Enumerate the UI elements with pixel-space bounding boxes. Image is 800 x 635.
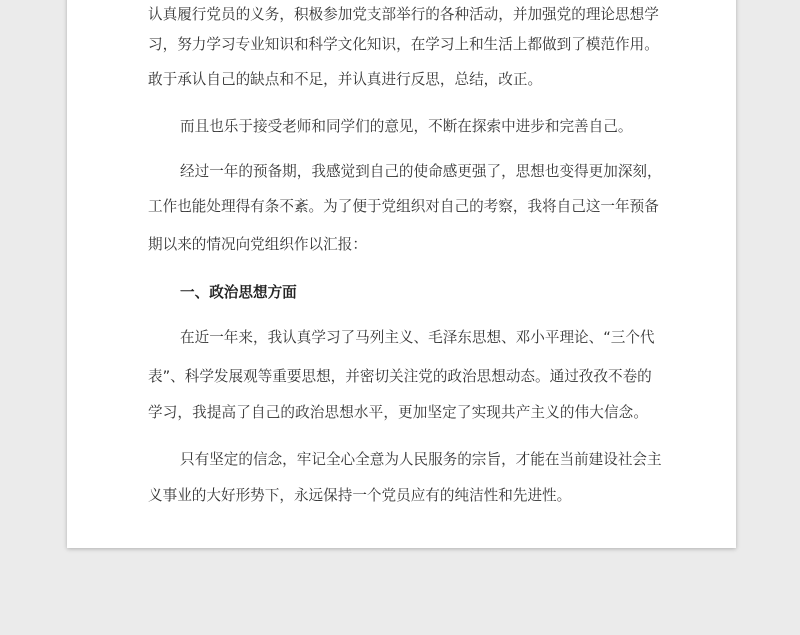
body-text-line: 在近一年来，我认真学习了马列主义、毛泽东思想、邓小平理论、“三个代 xyxy=(180,329,655,346)
body-text-line: 认真履行党员的义务，积极参加党支部举行的各种活动，并加强党的理论思想学 xyxy=(148,6,659,23)
body-text-line: 工作也能处理得有条不紊。为了便于党组织对自己的考察，我将自己这一年预备 xyxy=(148,198,659,215)
section-heading: 一、政治思想方面 xyxy=(180,284,297,301)
body-text-line: 习，努力学习专业知识和科学文化知识，在学习上和生活上都做到了模范作用。 xyxy=(148,36,659,53)
body-text-line: 经过一年的预备期，我感觉到自己的使命感更强了，思想也变得更加深刻， xyxy=(180,163,662,180)
body-text-line: 表”、科学发展观等重要思想，并密切关注党的政治思想动态。通过孜孜不卷的 xyxy=(148,368,652,385)
body-text-line: 义事业的大好形势下，永远保持一个党员应有的纯洁性和先进性。 xyxy=(148,487,572,504)
body-text-line: 期以来的情况向党组织作以汇报： xyxy=(148,236,367,253)
body-text-line: 敢于承认自己的缺点和不足，并认真进行反思，总结，改正。 xyxy=(148,71,543,88)
body-text-line: 只有坚定的信念，牢记全心全意为人民服务的宗旨，才能在当前建设社会主 xyxy=(180,451,662,468)
body-text-line: 而且也乐于接受老师和同学们的意见，不断在探索中进步和完善自己。 xyxy=(180,118,633,135)
body-text-line: 学习，我提高了自己的政治思想水平，更加坚定了实现共产主义的伟大信念。 xyxy=(148,404,648,421)
